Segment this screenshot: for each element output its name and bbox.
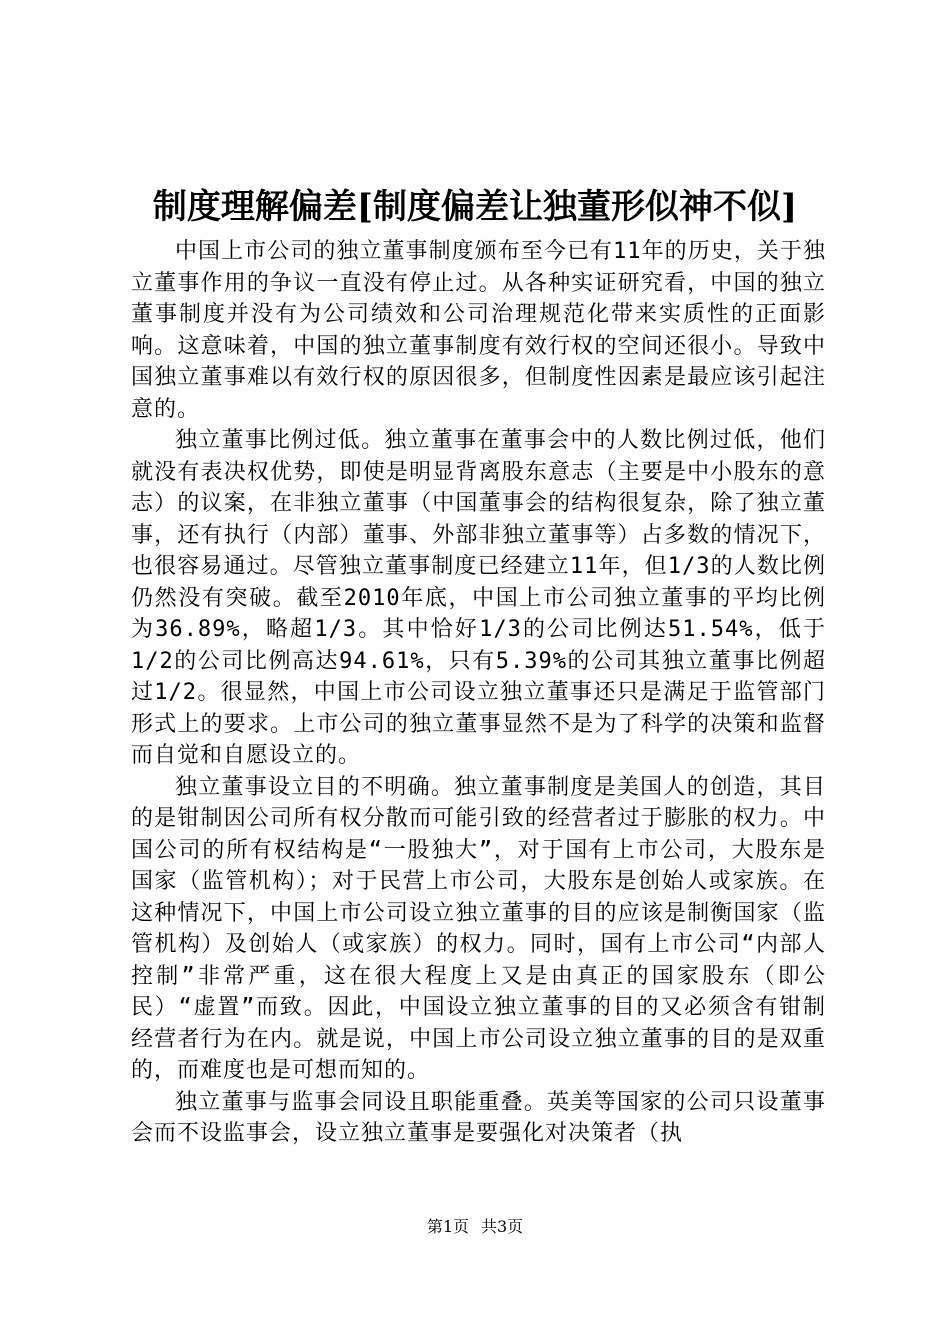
- page-number: 第1页: [426, 1217, 469, 1236]
- page-footer: [0, 1216, 950, 1238]
- paragraph-intro: 中国上市公司的独立董事制度颁布至今已有11年的历史，关于独立董事作用的争议一直没有停止过。从各种实证研究看，中国的独立董事制度并没有为公司绩效和公司治理规范化带来实质性的正面影响。这意味着，中国的独立董事制度有效行权的空间还很小。导致中国独立董事难以有效行权的原因很多，但制度性因素是最应该引起注意的。: [131, 239, 826, 422]
- page-total: 共3页: [481, 1217, 524, 1236]
- paragraph-supervisory-board: 独立董事与监事会同设且职能重叠。英美等国家的公司只设董事会而不设监事会，设立独立董事是要强化对决策者（执: [131, 1089, 826, 1146]
- document-title: 制度理解偏差[制度偏差让独董形似神不似]: [152, 187, 798, 227]
- document-body: [131, 236, 826, 1150]
- paragraph-ratio: 独立董事比例过低。独立董事在董事会中的人数比例过低，他们就没有表决权优势，即使是明显背离股东意志（主要是中小股东的意志）的议案，在非独立董事（中国董事会的结构很复杂，除了独立董事，还有执行（内部）董事、外部非独立董事等）占多数的情况下，也很容易通过。尽管独立董事制度已经建立11年，但1/3的人数比例仍然没有突破。截至2010年底，中国上市公司独立董事的平均比例为36.89%，略超1/3。其中恰好1/3的公司比例达51.54%，低于1/2的公司比例高达94.61%，只有5.39%的公司其独立董事比例超过1/2。很显然，中国上市公司设立独立董事还只是满足于监管部门形式上的要求。上市公司的独立董事显然不是为了科学的决策和监督而自觉和自愿设立的。: [131, 428, 826, 768]
- paragraph-purpose: 独立董事设立目的不明确。独立董事制度是美国人的创造，其目的是钳制因公司所有权分散而可能引致的经营者过于膨胀的权力。中国公司的所有权结构是“一股独大”，对于国有上市公司，大股东是国家（监管机构）；对于民营上市公司，大股东是创始人或家族。在这种情况下，中国上市公司设立独立董事的目的应该是制衡国家（监管机构）及创始人（或家族）的权力。同时，国有上市公司“内部人控制”非常严重，这在很大程度上又是由真正的国家股东（即公民）“虚置”而致。因此，中国设立独立董事的目的又必须含有钳制经营者行为在内。就是说，中国上市公司设立独立董事的目的是双重的，而难度也是可想而知的。: [131, 774, 826, 1083]
